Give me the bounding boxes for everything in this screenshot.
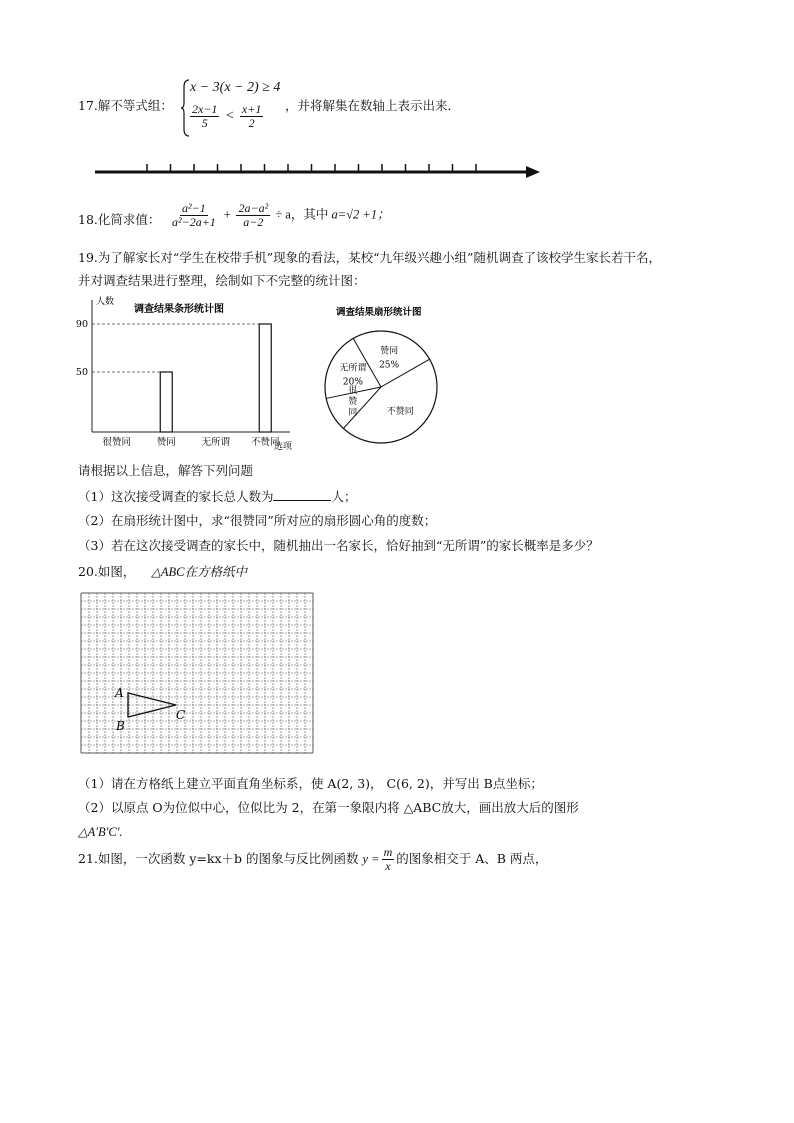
pie-slice-label: 很 <box>348 386 358 397</box>
q19-sub2: （2）在扇形统计图中，求“很赞同”所对应的扇形圆心角的度数； <box>78 513 437 528</box>
answer-blank[interactable] <box>273 488 331 501</box>
q19-sub3: （3）若在这次接受调查的家长中，随机抽出一名家长，恰好抽到“无所谓”的家长概率是多少？ <box>78 538 599 553</box>
number-line <box>92 158 542 182</box>
pie-slice-percent: 25% <box>379 360 400 371</box>
q21-text: 21.如图，一次函数 y=kx＋b 的图象与反比例函数 y = $\frac{m}{x}$ 的图象相交于 A、B 两点， <box>78 845 548 873</box>
pie-slice-label: 同 <box>348 408 358 419</box>
q20-sub2: （2）以原点 O为位似中心，位似比为 2，在第一象限内将 △ABC放大，画出放大后的图形 <box>78 800 579 815</box>
bar <box>160 372 172 432</box>
bar-category-label: 赞同 <box>156 437 176 448</box>
q20-sub1: （1）请在方格纸上建立平面直角坐标系，使 A(2, 3)， C(6, 2)，并写出 B点坐标； <box>78 776 543 791</box>
pie-slice-label: 不赞同 <box>386 407 414 418</box>
pie-slice-label: 赞同 <box>380 346 399 357</box>
q17-label: 17.解不等式组： <box>78 98 173 113</box>
q19-line1: 19.为了解家长对“学生在校带手机”现象的看法，某校“九年级兴趣小组”随机调查了该校学生家长若干名， <box>78 250 661 265</box>
q20-sub2b: △A′B′C′. <box>78 825 123 839</box>
q19-prompt: 请根据以上信息，解答下列问题 <box>78 463 254 478</box>
pie-chart <box>318 300 448 450</box>
q19-sub1: （1）这次接受调查的家长总人数为 人； <box>78 489 357 504</box>
bar-category-label: 不赞同 <box>250 437 280 448</box>
pie-chart-title: 调查结果扇形统计图 <box>336 307 422 318</box>
point-a-label: A <box>115 686 124 700</box>
q20-label: 20.如图， △ABC在方格纸中 <box>78 564 248 579</box>
point-b-label: B <box>116 719 125 733</box>
pie-slice-label: 赞 <box>348 397 358 408</box>
bar <box>259 324 271 432</box>
pie-slice-percent: 20% <box>342 377 363 388</box>
bar-chart-title: 调查结果条形统计图 <box>134 304 224 315</box>
y-tick-label: 90 <box>75 319 88 330</box>
point-c-label: C <box>176 708 186 722</box>
bar-category-label: 无所谓 <box>201 437 231 448</box>
pie-slice-label: 无所谓 <box>339 363 367 374</box>
q17-ineq2: $\frac{2x-1}{5}$ < $\frac{x+1}{2}$ <box>192 102 262 130</box>
grid-figure <box>80 592 320 760</box>
bar-chart-xlabel: 选项 <box>274 442 293 452</box>
bar-chart-ylabel: 人数 <box>96 297 115 307</box>
q18-expression: $\frac{\text{a²−1}}{\text{a²−2a+1}}$ + $\frac{\text{2a−a²}}{a-2}$ ÷ a，其中 a=√2 +1； <box>172 201 390 229</box>
q18-label: 18.化简求值： <box>78 212 161 227</box>
bar-category-label: 很赞同 <box>102 437 132 448</box>
y-tick-label: 50 <box>75 367 88 378</box>
q17-suffix: ，并将解集在数轴上表示出来． <box>285 98 461 113</box>
bar-chart <box>72 292 312 454</box>
q19-line2: 并对调查结果进行整理，绘制如下不完整的统计图： <box>78 273 366 288</box>
q17-ineq1: x − 3(x − 2) ≥ 4 <box>190 80 281 95</box>
